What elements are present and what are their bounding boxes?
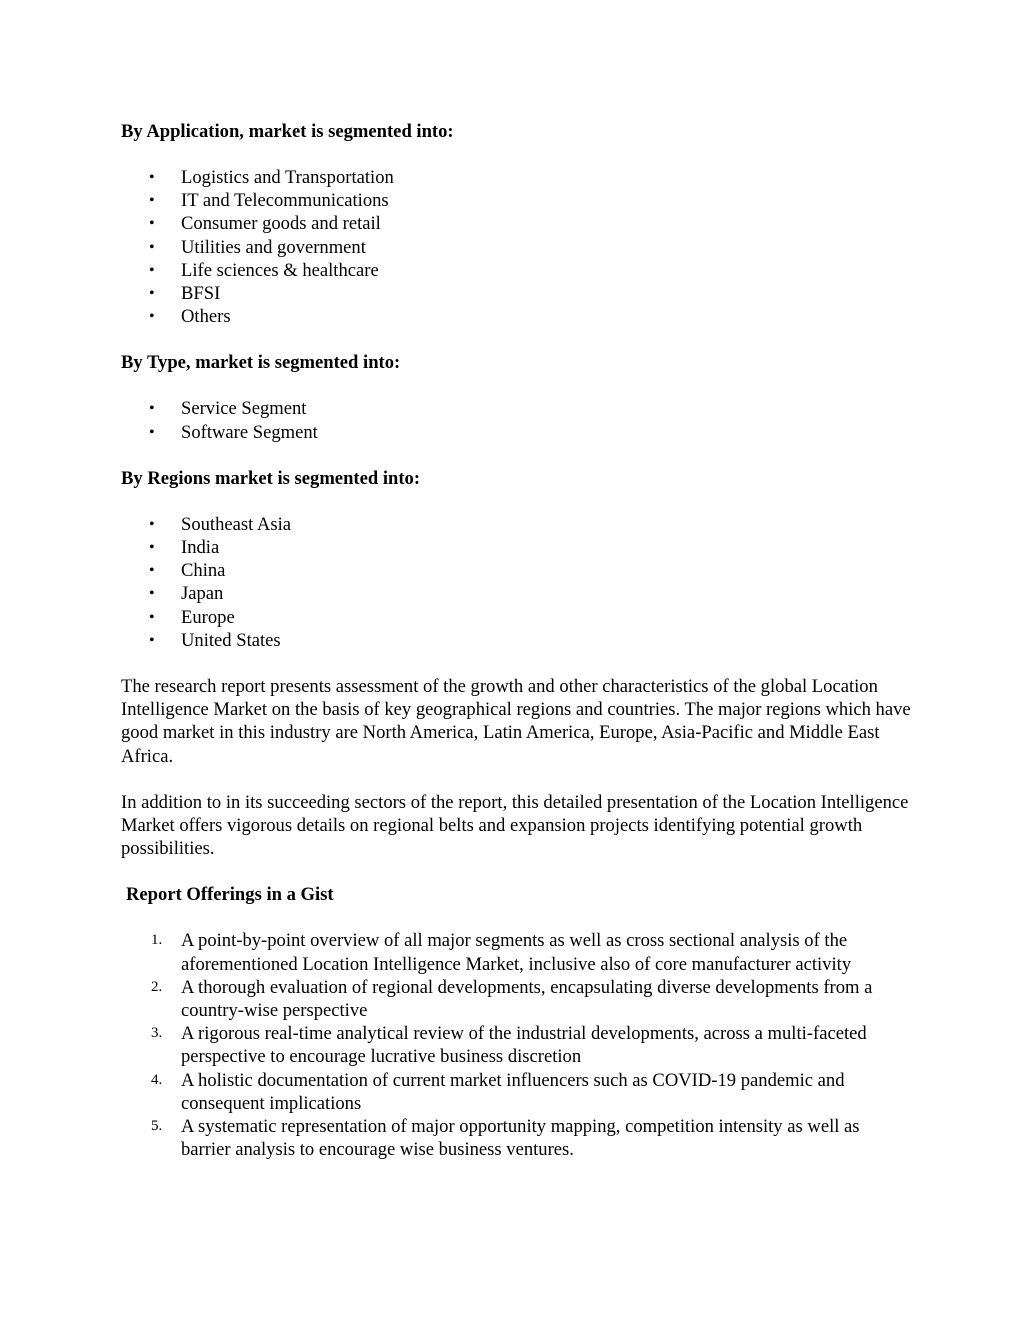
list-item [121,1115,911,1161]
spacer [121,652,911,675]
bullet-icon: • [149,192,155,210]
list-item-text: Europe [181,606,235,628]
regions-heading: By Regions market is segmented into: [121,467,421,489]
body-paragraph: In addition to in its succeeding sectors of the report, this detailed presentation of the Location Intelligence Market offers vigorous details on regional belts and expansion projects identifying potential growth possibilities. [121,791,909,860]
list-item [121,559,911,582]
list-item-text: Service Segment [181,398,307,420]
list-item-text: United States [181,629,281,651]
list-item-text: Software Segment [181,421,318,443]
list-item [121,629,911,652]
list-item-text: Utilities and government [181,236,366,258]
application-heading: By Application, market is segmented into: [121,121,454,142]
bullet-icon: • [149,400,155,418]
spacer [121,768,911,791]
list-item [121,259,911,282]
spacer [121,490,911,513]
bullet-icon: • [149,285,155,303]
list-item [121,582,911,605]
application-list [121,166,911,328]
list-item-text: A point-by-point overview of all major segments as well as cross sectional analysis of the aforementioned Location Intelligence Market, inclusive also of core manufacturer activity [181,930,852,975]
list-item [121,1069,911,1115]
bullet-icon: • [149,169,155,186]
spacer [121,906,911,929]
spacer [121,328,911,351]
item-number: 3. [151,1025,163,1042]
offerings-list [121,929,911,1161]
bullet-icon: • [149,215,155,233]
type-list [121,397,911,443]
list-item-text: A thorough evaluation of regional developments, encapsulating diverse developments from a country-wise perspective [181,976,873,1022]
spacer [121,444,911,467]
bullet-icon: • [149,631,155,649]
list-item-text: Life sciences & healthcare [181,259,379,281]
list-item-text: A systematic representation of major opportunity mapping, competition intensity as well as barrier analysis to encourage wise business ventures. [181,1116,860,1161]
list-item [121,166,911,189]
item-number: 1. [151,932,163,949]
list-item [121,212,911,235]
bullet-icon: • [149,261,155,279]
list-item [121,236,911,259]
list-item-text: A rigorous real-time analytical review of the industrial developments, across a multi-faceted perspective to encourage lucrative business discretion [181,1023,867,1068]
list-item [121,1022,911,1068]
body-paragraph: The research report presents assessment of the growth and other characteristics of the global Location Intelligence Market on the basis of key geographical regions and countries. The major regions which have good market in this industry are North America, Latin America, Europe, Asia-Pacific and Middle East Africa. [121,676,911,767]
list-item [121,421,911,444]
list-item-text: A holistic documentation of current market influencers such as COVID-19 pandemic and consequent implications [181,1069,845,1114]
bullet-icon: • [149,539,155,557]
list-item [121,189,911,212]
bullet-icon: • [149,608,155,626]
bullet-icon: • [149,238,155,256]
list-item [121,282,911,305]
list-item [121,305,911,328]
document-page [121,120,911,1162]
list-item [121,929,911,975]
bullet-icon: • [149,585,155,603]
spacer [121,860,911,883]
list-item-text: Japan [181,583,224,605]
item-number: 5. [151,1118,163,1135]
bullet-icon: • [149,423,155,441]
regions-list [121,513,911,652]
type-heading: By Type, market is segmented into: [121,352,401,374]
list-item-text: China [181,560,226,582]
item-number: 2. [151,978,163,995]
list-item [121,513,911,536]
bullet-icon: • [149,562,155,580]
list-item [121,397,911,420]
spacer [121,143,911,166]
list-item [121,536,911,559]
list-item-text: IT and Telecommunications [181,190,389,212]
list-item-text: Others [181,306,231,328]
list-item-text: Consumer goods and retail [181,213,381,235]
list-item [121,606,911,629]
list-item-text: India [181,537,220,559]
bullet-icon: • [149,515,155,533]
list-item-text: Southeast Asia [181,513,292,535]
list-item-text: Logistics and Transportation [181,167,394,188]
offerings-heading: Report Offerings in a Gist [126,884,334,906]
item-number: 4. [151,1071,163,1088]
list-item-text: BFSI [181,283,221,305]
list-item [121,976,911,1022]
bullet-icon: • [149,308,155,326]
spacer [121,374,911,397]
